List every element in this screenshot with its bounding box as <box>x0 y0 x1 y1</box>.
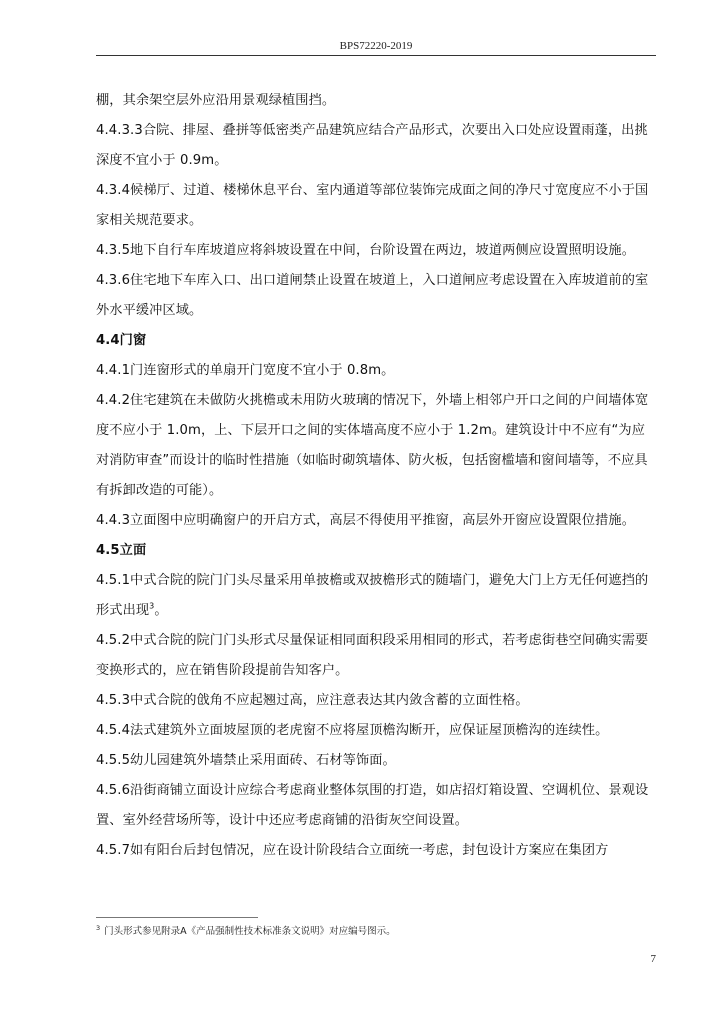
clause-4-5-5: 4.5.5幼儿园建筑外墙禁止采用面砖、石材等饰面。 <box>96 753 396 768</box>
clause-4-5-4: 4.5.4法式建筑外立面坡屋顶的老虎窗不应将屋顶檐沟断开，应保证屋顶檐沟的连续性。 <box>96 723 609 738</box>
footnote <box>96 925 656 939</box>
footnote-text: 门头形式参见附录A《产品强制性技术标准条文说明》对应编号图示。 <box>104 926 396 937</box>
clause-4-4-3: 4.4.3立面图中应明确窗户的开启方式，高层不得使用平推窗，高层外开窗应设置限位措施。 <box>96 513 635 528</box>
section-heading-4-4: 4.4门窗 <box>96 333 147 348</box>
clause-4-5-2: 4.5.2中式合院的院门门头形式尽量保证相同面积段采用相同的形式，若考虑街巷空间确实需要变换形式的，应在销售阶段提前告知客户。 <box>96 633 649 678</box>
footnote-rule <box>96 917 258 918</box>
page-number: 7 <box>650 953 656 965</box>
footnote-mark: 3 <box>96 923 101 932</box>
header-rule <box>96 55 656 56</box>
clause-4-5-1 <box>96 566 656 626</box>
clause-4-5-1-text: 4.5.1中式合院的院门门头尽量采用单披檐或双披檐形式的随墙门，避免大门上方无任何遮挡的形式出现 <box>96 573 649 618</box>
clause-4-3-3: 4.4.3.3合院、排屋、叠拼等低密类产品建筑应结合产品形式，次要出入口处应设置雨蓬，出挑深度不宜小于 0.9m。 <box>96 123 648 168</box>
clause-4-5-7: 4.5.7如有阳台后封包情况，应在设计阶段结合立面统一考虑，封包设计方案应在集团方 <box>96 843 609 858</box>
paragraph-continuation: 棚，其余架空层外应沿用景观绿植围挡。 <box>96 93 336 108</box>
clause-4-5-6: 4.5.6沿街商铺立面设计应综合考虑商业整体氛围的打造，如店招灯箱设置、空调机位、景观设置、室外经营场所等，设计中还应考虑商铺的沿街灰空间设置。 <box>96 783 649 828</box>
footnote-ref: 3 <box>149 601 155 611</box>
page-header: BPS72220-2019 <box>339 40 413 52</box>
clause-4-5-3: 4.5.3中式合院的戗角不应起翘过高，应注意表达其内敛含蓄的立面性格。 <box>96 693 529 708</box>
section-heading-4-5: 4.5立面 <box>96 543 147 558</box>
clause-4-3-5: 4.3.5地下自行车库坡道应将斜坡设置在中间，台阶设置在两边，坡道两侧应设置照明设施。 <box>96 243 635 258</box>
clause-4-3-4: 4.3.4候梯厅、过道、楼梯休息平台、室内通道等部位装饰完成面之间的净尺寸宽度应不小于国家相关规范要求。 <box>96 183 649 228</box>
clause-4-4-1: 4.4.1门连窗形式的单扇开门宽度不宜小于 0.8m。 <box>96 363 395 378</box>
document-body <box>96 86 656 866</box>
clause-4-4-2: 4.4.2住宅建筑在未做防火挑檐或未用防火玻璃的情况下，外墙上相邻户开口之间的户间墙体宽度不应小于 1.0m，上、下层开口之间的实体墙高度不应小于 1.2m。建筑设计中不应有“为应对消防审查”而设计的临时性措施（如临时砌筑墙体、防火板，包括窗槛墙和窗间墙等，不应具有拆卸改造的可能）。 <box>96 393 649 498</box>
clause-4-5-1-tail: 。 <box>154 603 168 618</box>
clause-4-3-6: 4.3.6住宅地下车库入口、出口道闸禁止设置在坡道上，入口道闸应考虑设置在入库坡道前的室外水平缓冲区域。 <box>96 273 649 318</box>
